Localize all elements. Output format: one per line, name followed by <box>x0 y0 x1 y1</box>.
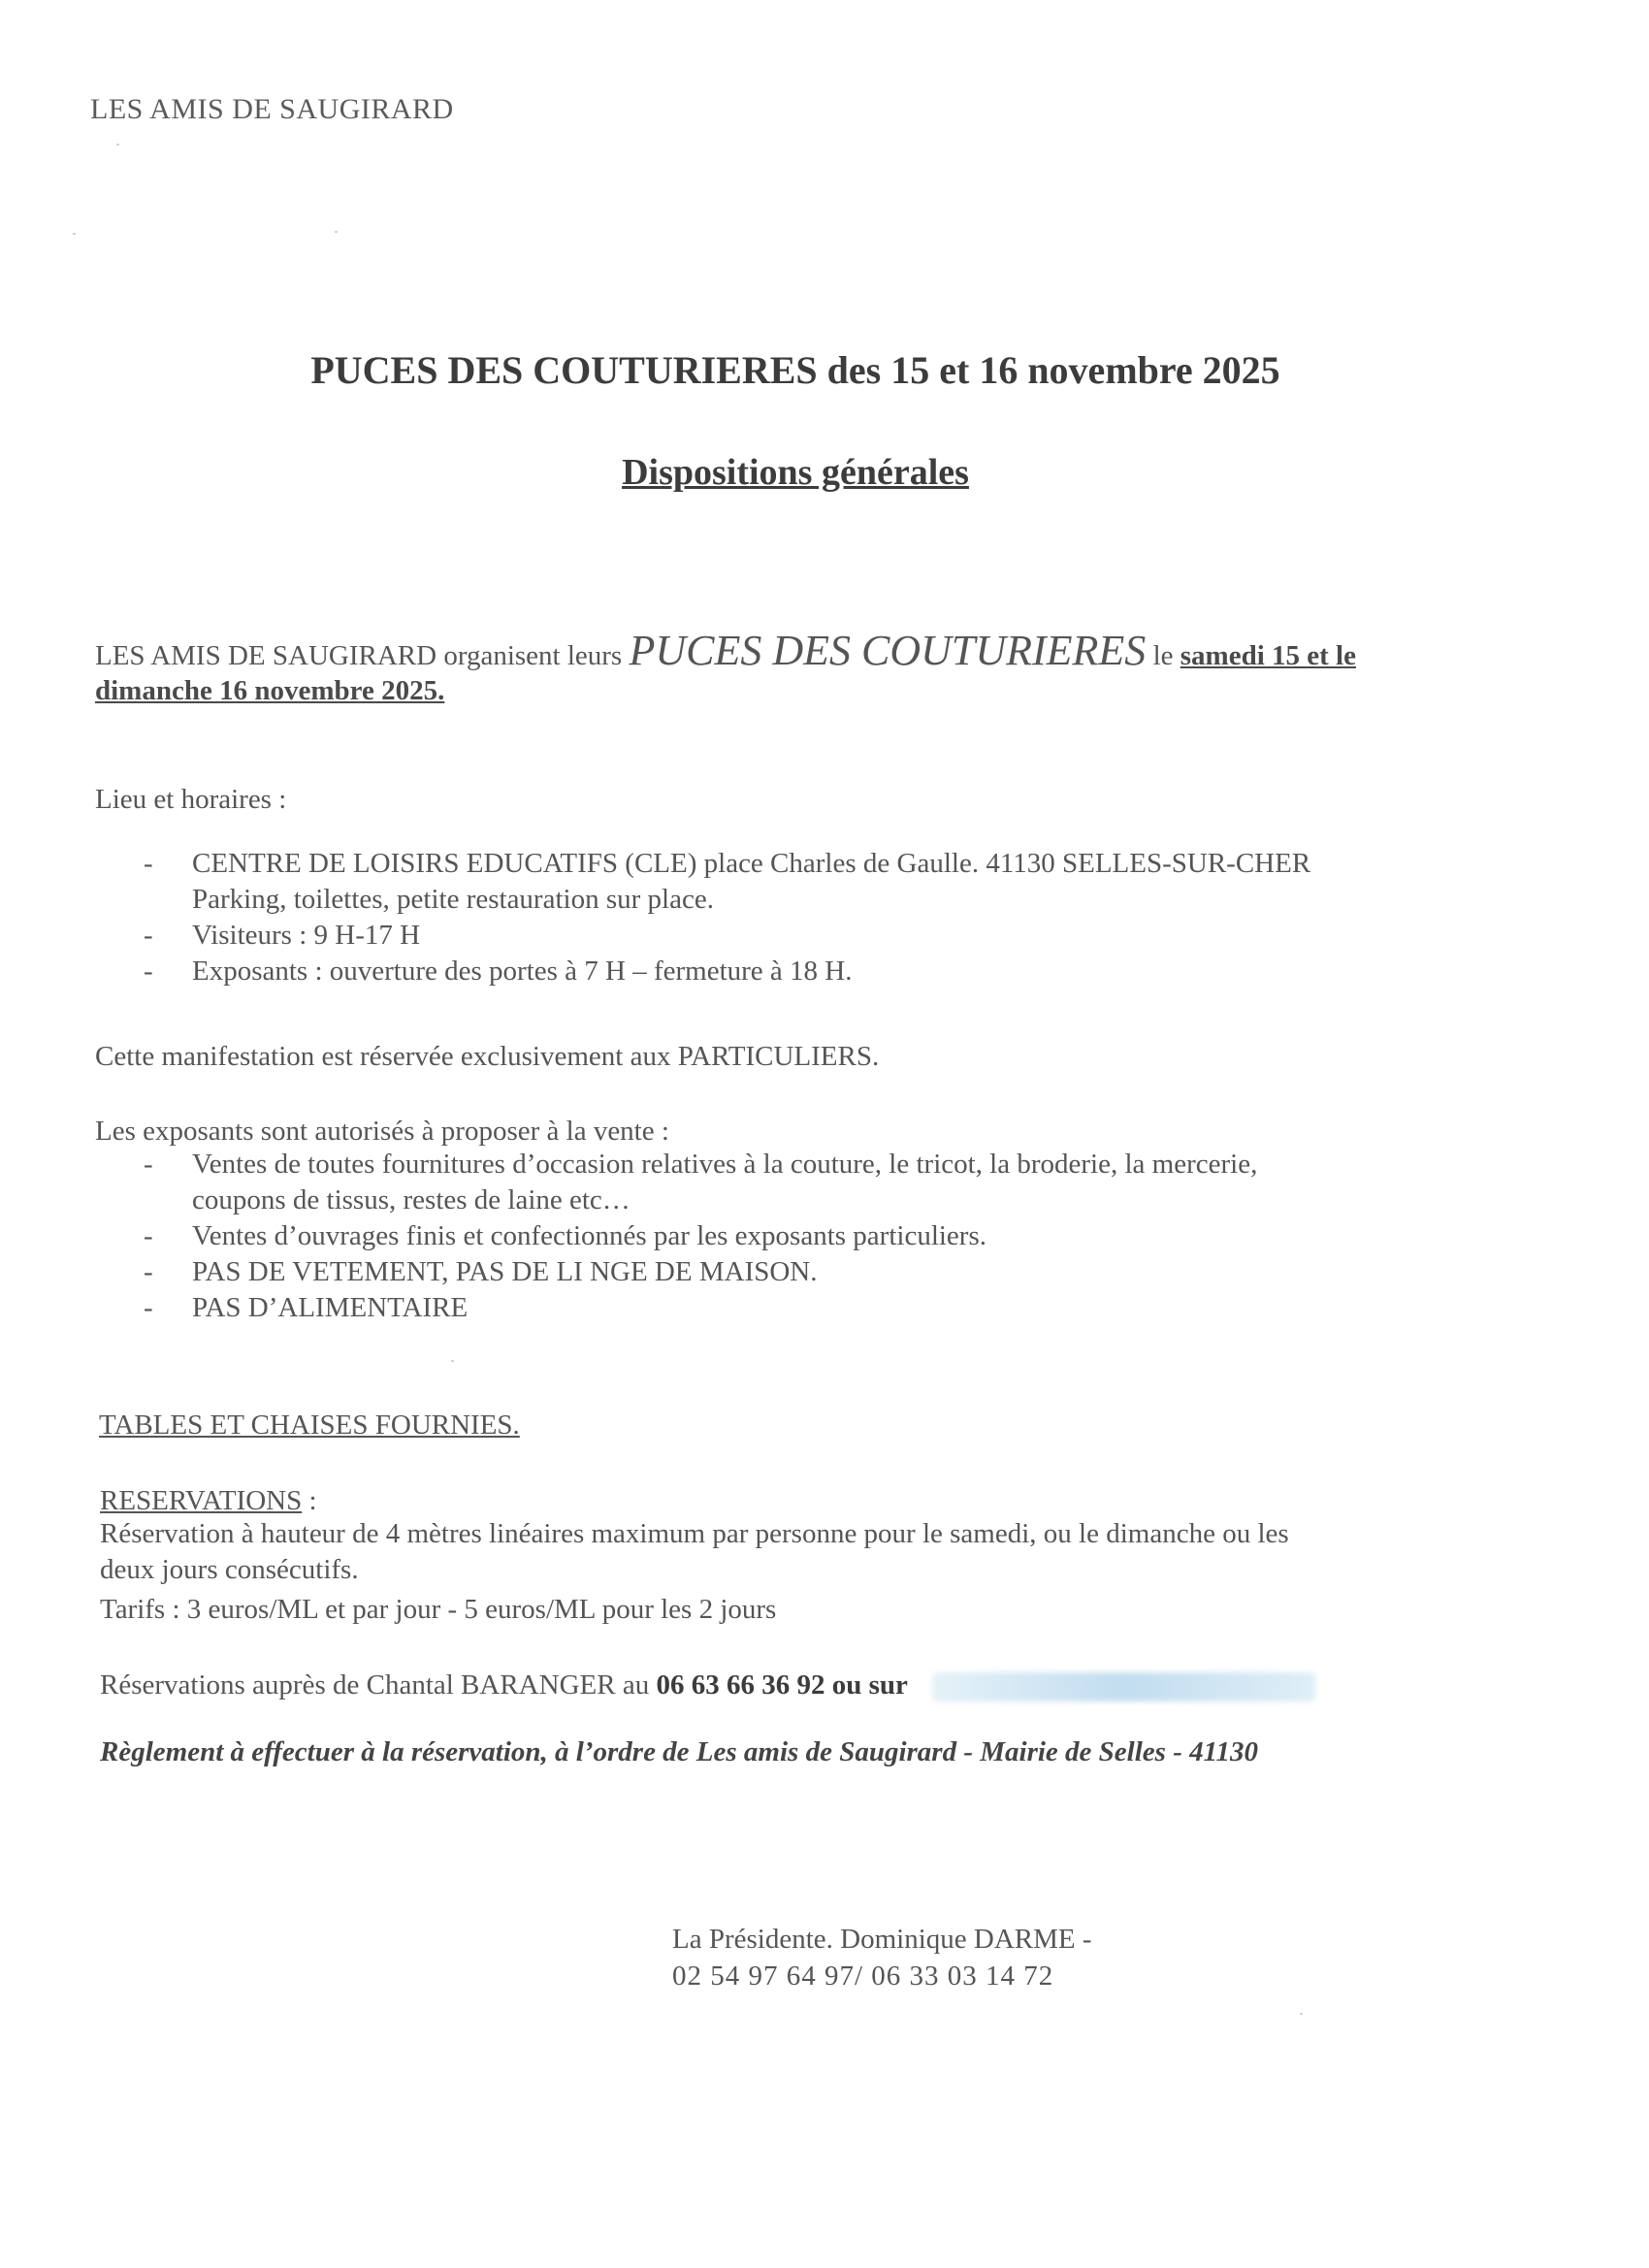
intro-text: LES AMIS DE SAUGIRARD organisent leurs <box>95 640 623 671</box>
exhibitors-list <box>144 1147 1257 1326</box>
reservations-heading-colon: : <box>302 1485 317 1516</box>
list-item: - Exposants : ouverture des portes à 7 H – fermeture à 18 H. <box>144 954 1310 989</box>
list-item: - Ventes d’ouvrages finis et confectionnés par les exposants particuliers. <box>144 1218 1257 1254</box>
reservations-heading <box>100 1485 317 1517</box>
tables-note: TABLES ET CHAISES FOURNIES. <box>99 1409 520 1441</box>
contact-phone: 06 63 66 36 92 ou sur <box>656 1669 908 1701</box>
document-title: PUCES DES COUTURIERES des 15 et 16 novembre 2025 <box>310 348 1280 392</box>
intro-date-part2: dimanche 16 novembre 2025. <box>95 675 445 706</box>
signature-phones: 02 54 97 64 97/ 06 33 03 14 72 <box>672 1960 1054 1992</box>
scan-speck <box>1300 2013 1303 2015</box>
location-heading: Lieu et horaires : <box>95 784 287 815</box>
organization-header: LES AMIS DE SAUGIRARD <box>90 93 454 125</box>
reserved-note: Cette manifestation est réservée exclusivement aux PARTICULIERS. <box>95 1041 880 1072</box>
intro-line-1 <box>95 626 1356 675</box>
intro-date-part1: samedi 15 et le <box>1180 640 1356 671</box>
tariffs: Tarifs : 3 euros/ML et par jour - 5 euros/ML pour les 2 jours <box>100 1594 777 1625</box>
scan-speck <box>335 231 338 233</box>
location-list <box>144 846 1310 989</box>
scan-speck <box>116 144 119 146</box>
intro-line-2 <box>95 675 444 707</box>
list-item-continuation: coupons de tissus, restes de laine etc… <box>192 1184 630 1215</box>
list-item: - Visiteurs : 9 H-17 H <box>144 918 1310 954</box>
payment-note: Règlement à effectuer à la réservation, à l’ordre de Les amis de Saugirard - Mairie de Selles - 41130 <box>100 1736 1258 1767</box>
reservations-heading-label: RESERVATIONS <box>100 1485 303 1516</box>
redacted-email <box>932 1672 1315 1701</box>
reservation-rule-line-2: deux jours consécutifs. <box>100 1554 359 1585</box>
scan-speck <box>73 233 76 235</box>
reservation-contact <box>100 1669 1315 1701</box>
list-item: - PAS D’ALIMENTAIRE <box>144 1290 1257 1326</box>
reservation-rule-line-1: Réservation à hauteur de 4 mètres linéaires maximum par personne pour le samedi, ou le dimanche ou les <box>100 1518 1289 1549</box>
intro-event-name: PUCES DES COUTURIERES <box>629 627 1147 674</box>
list-item-continuation: Parking, toilettes, petite restauration sur place. <box>192 884 714 915</box>
scan-speck <box>451 1360 454 1362</box>
document-subtitle: Dispositions générales <box>622 452 969 493</box>
contact-text: Réservations auprès de Chantal BARANGER au <box>100 1669 650 1701</box>
exhibitors-heading: Les exposants sont autorisés à proposer à la vente : <box>95 1116 669 1147</box>
list-item: - CENTRE DE LOISIRS EDUCATIFS (CLE) place Charles de Gaulle. 41130 SELLES-SUR-CHER <box>144 846 1310 882</box>
signature-name: La Présidente. Dominique DARME - <box>672 1924 1092 1955</box>
intro-le: le <box>1152 640 1174 671</box>
list-item: - Ventes de toutes fournitures d’occasion relatives à la couture, le tricot, la broderie, la mercerie, <box>144 1147 1257 1183</box>
list-item: - PAS DE VETEMENT, PAS DE LI NGE DE MAISON. <box>144 1254 1257 1290</box>
